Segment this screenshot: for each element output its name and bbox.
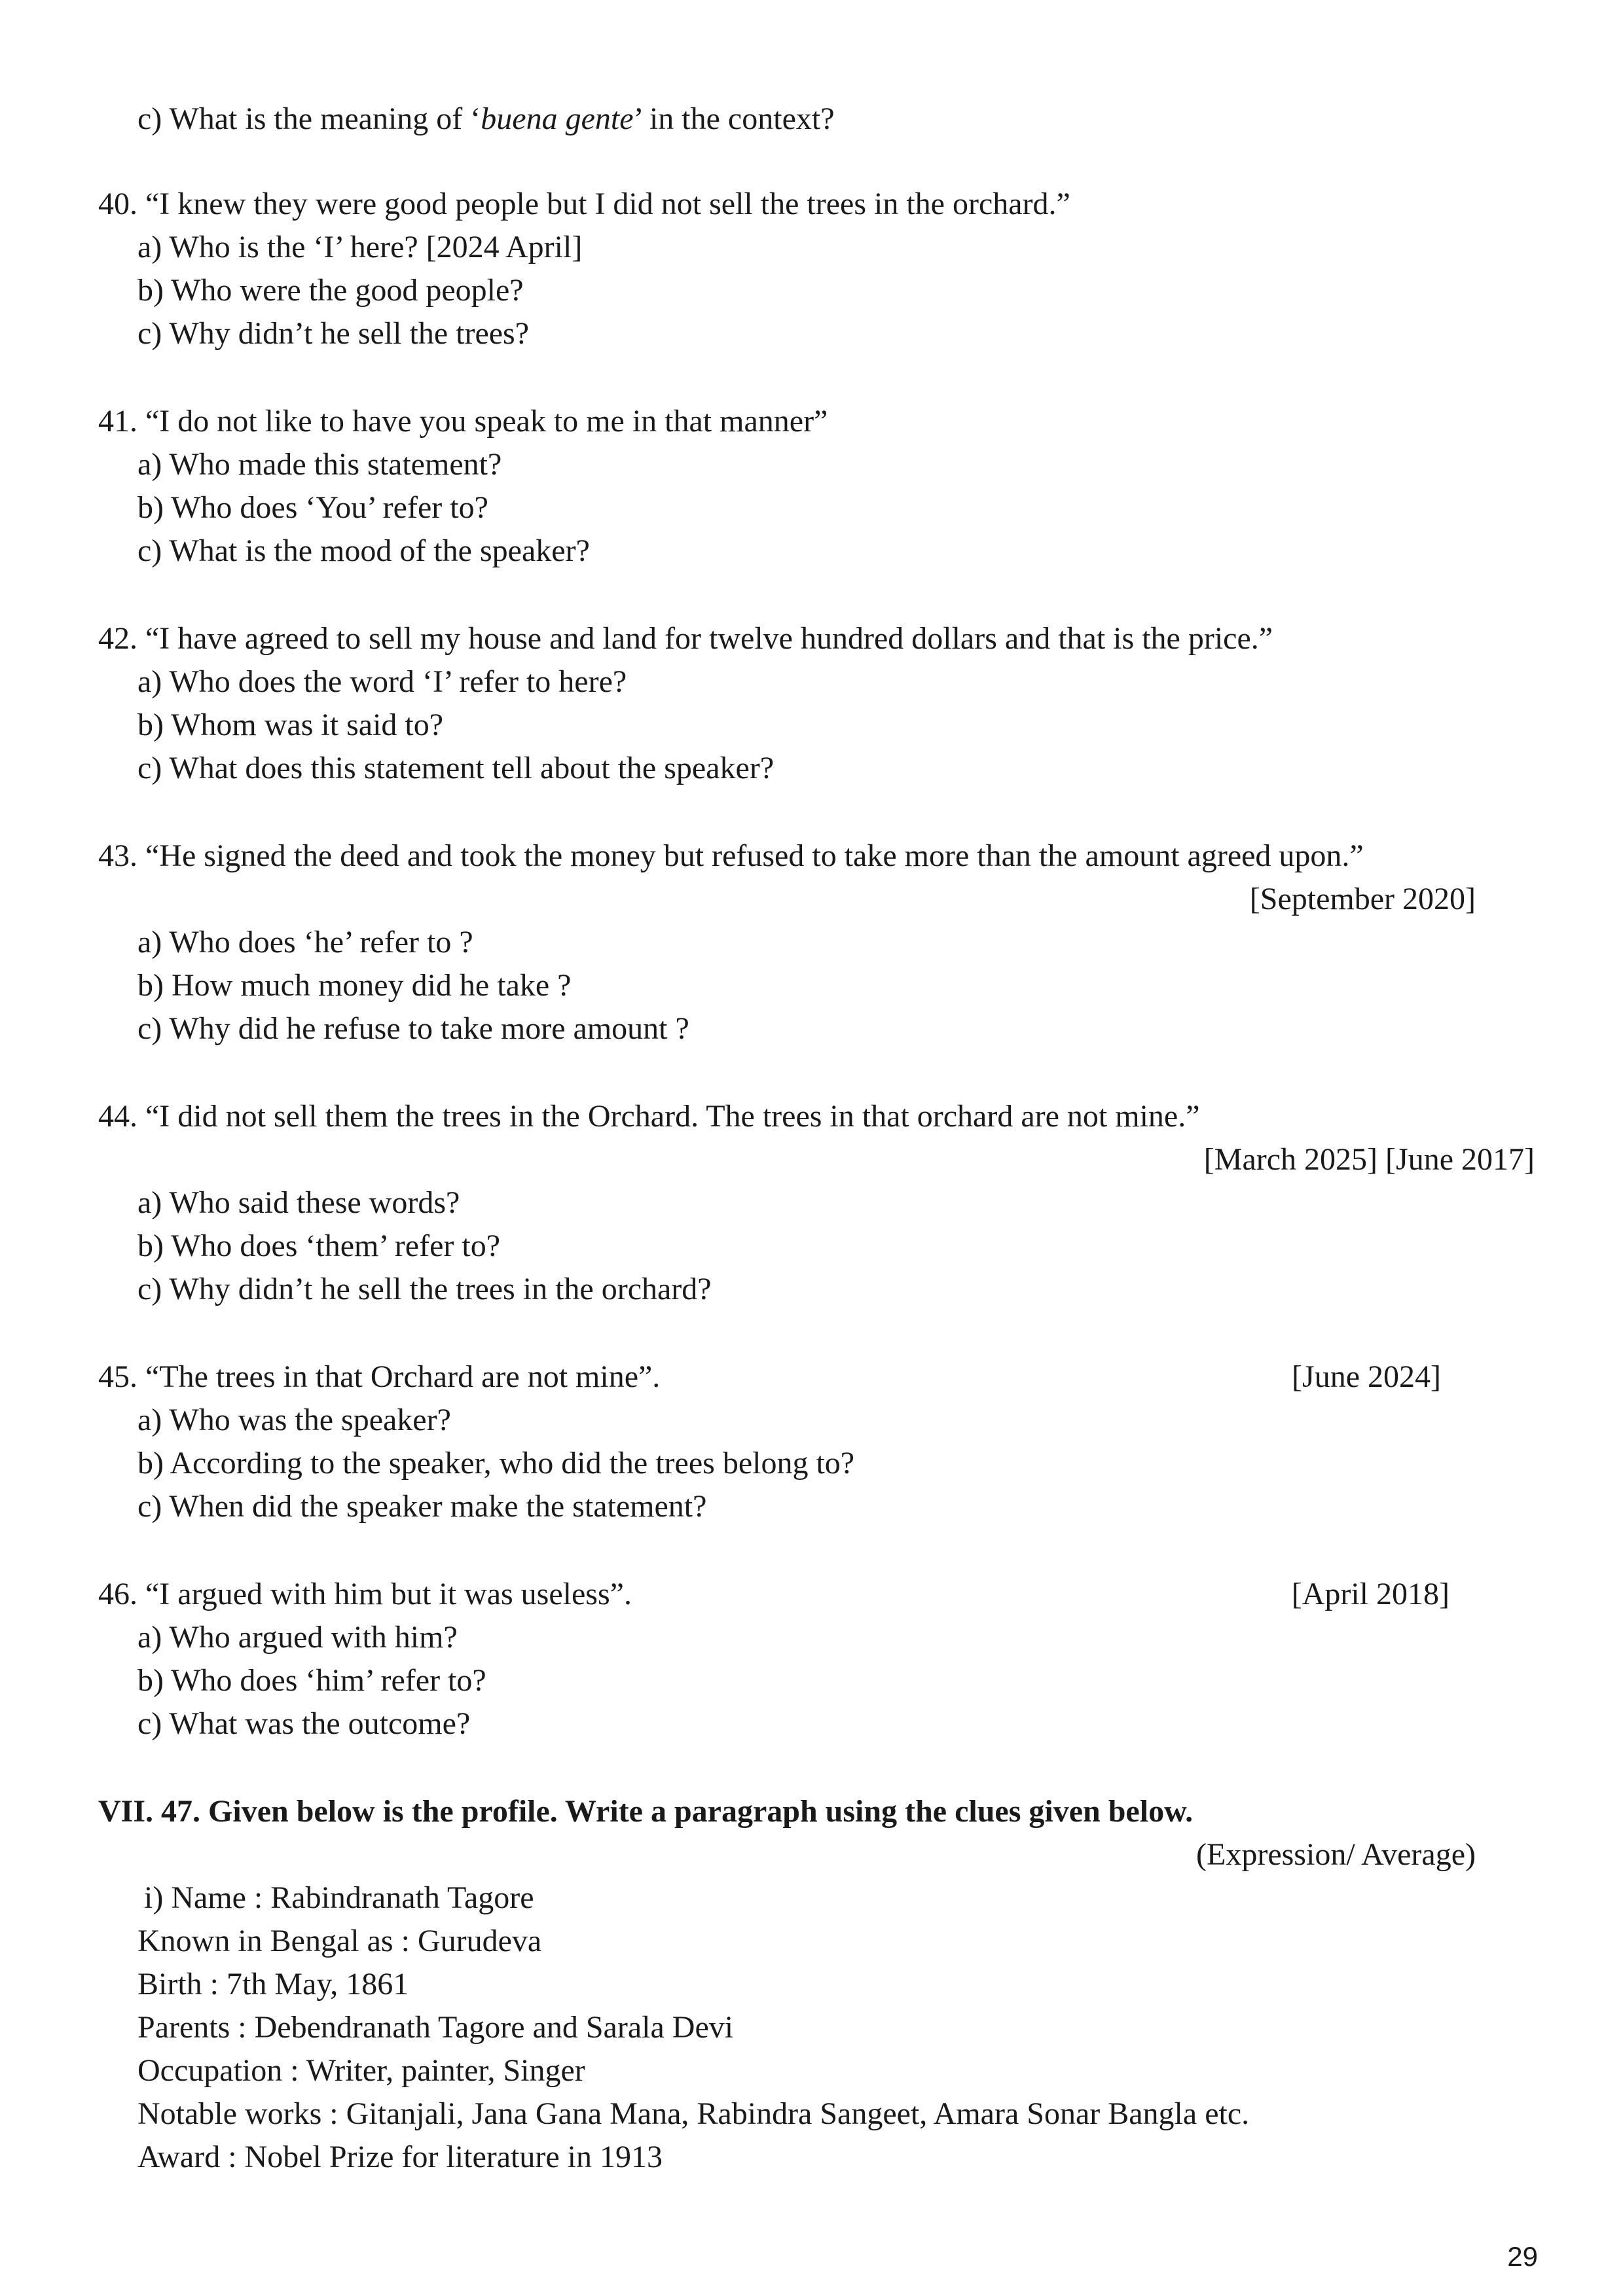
section-7-heading: VII. 47. Given below is the profile. Write a paragraph using the clues given below. [98, 1794, 1194, 1829]
profile-known-as: Known in Bengal as : Gurudeva [137, 1924, 542, 1958]
question-46-exam-tag: [April 2018] [1291, 1577, 1450, 1611]
question-45-option-b: b) According to the speaker, who did the trees belong to? [137, 1446, 855, 1480]
italic-phrase: buena gente [481, 101, 634, 136]
profile-birth: Birth : 7th May, 1861 [137, 1967, 409, 2001]
question-40-option-b: b) Who were the good people? [137, 273, 524, 308]
question-45-exam-tag: [June 2024] [1292, 1359, 1441, 1394]
option-text: c) What is the meaning of ‘ [137, 101, 481, 136]
question-43-option-a: a) Who does ‘he’ refer to ? [137, 925, 473, 960]
option-text: ’ in the context? [633, 101, 835, 136]
question-46-option-a: a) Who argued with him? [137, 1620, 458, 1655]
profile-occupation: Occupation : Writer, painter, Singer [137, 2053, 585, 2088]
question-43-stem: 43. “He signed the deed and took the money but refused to take more than the amount agreed upon.” [98, 838, 1364, 873]
question-40-option-a: a) Who is the ‘I’ here? [2024 April] [137, 230, 583, 264]
profile-parents: Parents : Debendranath Tagore and Sarala Devi [137, 2010, 734, 2045]
question-44-option-a: a) Who said these words? [137, 1185, 460, 1220]
question-45-option-a: a) Who was the speaker? [137, 1403, 451, 1437]
question-42-option-a: a) Who does the word ‘I’ refer to here? [137, 664, 627, 699]
question-41-option-a: a) Who made this statement? [137, 447, 502, 482]
question-46-option-b: b) Who does ‘him’ refer to? [137, 1663, 486, 1698]
question-43-option-b: b) How much money did he take ? [137, 968, 572, 1003]
question-44-exam-tag: [March 2025] [June 2017] [1203, 1142, 1535, 1177]
profile-name: i) Name : Rabindranath Tagore [144, 1880, 534, 1915]
question-41-option-b: b) Who does ‘You’ refer to? [137, 490, 488, 525]
question-44-option-c: c) Why didn’t he sell the trees in the orchard? [137, 1272, 712, 1306]
question-46-stem: 46. “I argued with him but it was useless”. [98, 1577, 632, 1611]
page-number: 29 [1507, 2241, 1538, 2272]
question-40-stem: 40. “I knew they were good people but I did not sell the trees in the orchard.” [98, 187, 1070, 221]
question-41-option-c: c) What is the mood of the speaker? [137, 533, 590, 568]
question-40-option-c: c) Why didn’t he sell the trees? [137, 316, 530, 351]
question-42-option-b: b) Whom was it said to? [137, 708, 444, 742]
question-39-option-c [137, 99, 835, 139]
question-44-stem: 44. “I did not sell them the trees in the Orchard. The trees in that orchard are not mine.” [98, 1099, 1200, 1134]
question-43-exam-tag: [September 2020] [1249, 882, 1476, 916]
question-45-option-c: c) When did the speaker make the statement? [137, 1489, 707, 1524]
question-46-option-c: c) What was the outcome? [137, 1706, 471, 1741]
profile-notable-works: Notable works : Gitanjali, Jana Gana Mana, Rabindra Sangeet, Amara Sonar Bangla etc. [137, 2096, 1250, 2131]
question-41-stem: 41. “I do not like to have you speak to me in that manner” [98, 404, 828, 439]
question-43-option-c: c) Why did he refuse to take more amount ? [137, 1011, 689, 1046]
question-45-stem: 45. “The trees in that Orchard are not mine”. [98, 1359, 661, 1394]
profile-award: Award : Nobel Prize for literature in 1913 [137, 2140, 663, 2174]
question-42-stem: 42. “I have agreed to sell my house and land for twelve hundred dollars and that is the price.” [98, 621, 1273, 656]
section-7-tag: (Expression/ Average) [1196, 1837, 1476, 1872]
question-42-option-c: c) What does this statement tell about the speaker? [137, 751, 775, 785]
question-44-option-b: b) Who does ‘them’ refer to? [137, 1229, 500, 1263]
